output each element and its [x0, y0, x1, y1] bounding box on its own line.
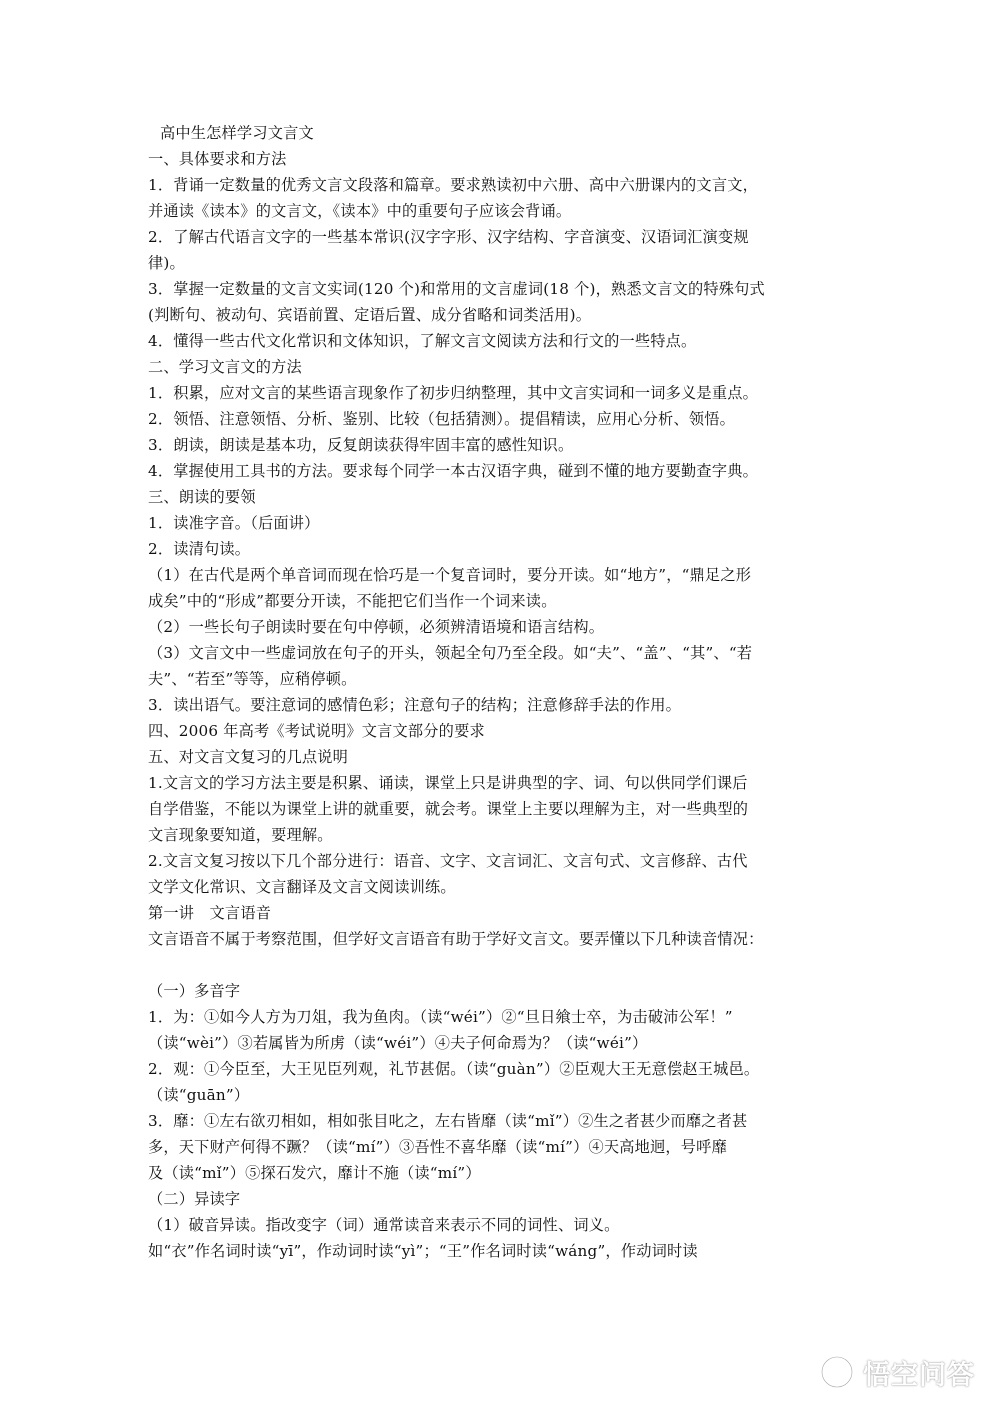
text-line: 4．掌握使用工具书的方法。要求每个同学一本古汉语字典，碰到不懂的地方要勤查字典。	[148, 462, 758, 480]
wukong-logo-icon	[817, 1352, 857, 1392]
text-line: 四、2006 年高考《考试说明》文言文部分的要求	[148, 722, 485, 740]
text-line: （3）文言文中一些虚词放在句子的开头，领起全句乃至全段。如“夫”、“盖”、“其”、“若	[148, 644, 753, 662]
text-line: 一、具体要求和方法	[148, 150, 287, 168]
text-line: （一）多音字	[148, 982, 241, 1000]
text-line: 4．懂得一些古代文化常识和文体知识，了解文言文阅读方法和行文的一些特点。	[148, 332, 697, 350]
text-line: 文言现象要知道，要理解。	[148, 826, 333, 844]
text-line: 2．读清句读。	[148, 540, 251, 558]
text-line: 1．为：①如今人方为刀俎，我为鱼肉。（读“wéi”）②“旦日飨士卒，为击破沛公军！”	[148, 1008, 733, 1026]
text-line: 2．观：①今臣至，大王见臣列观，礼节甚倨。（读“guàn”）②臣观大王无意偿赵王城邑。	[148, 1060, 760, 1078]
text-line: 1．背诵一定数量的优秀文言文段落和篇章。要求熟读初中六册、高中六册课内的文言文，	[148, 176, 758, 194]
document-body	[148, 146, 848, 1264]
text-line: 第一讲 文言语音	[148, 904, 272, 922]
text-line: 3．掌握一定数量的文言文实词(120 个)和常用的文言虚词(18 个)，熟悉文言文的特殊句式	[148, 280, 765, 298]
text-line: 律)。	[148, 254, 185, 272]
text-line: 2．了解古代语言文字的一些基本常识(汉字字形、汉字结构、字音演变、汉语词汇演变规	[148, 228, 749, 246]
text-line: 如“衣”作名词时读“yī”，作动词时读“yì”；“王”作名词时读“wáng”，作动词时读	[148, 1242, 698, 1260]
text-line: 三、朗读的要领	[148, 488, 256, 506]
watermark-text: 悟空问答	[863, 1359, 975, 1391]
text-line: （读“guān”）	[148, 1086, 250, 1104]
text-line: 二、学习文言文的方法	[148, 358, 302, 376]
text-line: 3．靡：①左右欲刃相如，相如张目叱之，左右皆靡（读“mǐ”）②生之者甚少而靡之者甚	[148, 1112, 748, 1130]
text-line: 2．领悟、注意领悟、分析、鉴别、比较（包括猜测）。提倡精读，应用心分析、领悟。	[148, 410, 735, 428]
text-line: （二）异读字	[148, 1190, 241, 1208]
document-title: 高中生怎样学习文言文	[160, 124, 314, 142]
text-line: 2.文言文复习按以下几个部分进行：语音、文字、文言词汇、文言句式、文言修辞、古代	[148, 852, 748, 870]
text-line: 1.文言文的学习方法主要是积累、诵读，课堂上只是讲典型的字、词、句以供同学们课后	[148, 774, 748, 792]
text-line: （2）一些长句子朗读时要在句中停顿，必须辨清语境和语言结构。	[148, 618, 605, 636]
text-line: 3．读出语气。要注意词的感情色彩；注意句子的结构；注意修辞手法的作用。	[148, 696, 682, 714]
blank-line	[148, 952, 848, 978]
text-line: 并通读《读本》的文言文，《读本》中的重要句子应该会背诵。	[148, 202, 572, 220]
text-line: 五、对文言文复习的几点说明	[148, 748, 349, 766]
text-line: 3．朗读，朗读是基本功，反复朗读获得牢固丰富的感性知识。	[148, 436, 574, 454]
document-page	[148, 120, 848, 1264]
text-line: 成矣”中的“形成”都要分开读，不能把它们当作一个词来读。	[148, 592, 557, 610]
text-line: （读“wèi”）③若属皆为所虏（读“wéi”）④夫子何命焉为？（读“wéi”）	[148, 1034, 648, 1052]
text-line: 多，天下财产何得不蹶？（读“mí”）③吾性不喜华靡（读“mí”）④天高地迥，号呼靡	[148, 1138, 727, 1156]
text-line: 文言语音不属于考察范围，但学好文言语音有助于学好文言文。要弄懂以下几种读音情况：	[148, 930, 764, 948]
text-line: 1．读准字音。（后面讲）	[148, 514, 320, 532]
text-line: 1．积累，应对文言的某些语言现象作了初步归纳整理，其中文言实词和一词多义是重点。	[148, 384, 758, 402]
text-line: 及（读“mǐ”）⑤探石发穴，靡计不施（读“mí”）	[148, 1164, 481, 1182]
text-line: (判断句、被动句、宾语前置、定语后置、成分省略和词类活用)。	[148, 306, 592, 324]
text-line: （1）破音异读。指改变字（词）通常读音来表示不同的词性、词义。	[148, 1216, 620, 1234]
watermark	[817, 1352, 975, 1392]
text-line: 自学借鉴，不能以为课堂上讲的就重要，就会考。课堂上主要以理解为主，对一些典型的	[148, 800, 749, 818]
text-line: 文学文化常识、文言翻译及文言文阅读训练。	[148, 878, 456, 896]
text-line: （1）在古代是两个单音词而现在恰巧是一个复音词时，要分开读。如“地方”，“鼎足之形	[148, 566, 752, 584]
text-line: 夫”、“若至”等等，应稍停顿。	[148, 670, 357, 688]
